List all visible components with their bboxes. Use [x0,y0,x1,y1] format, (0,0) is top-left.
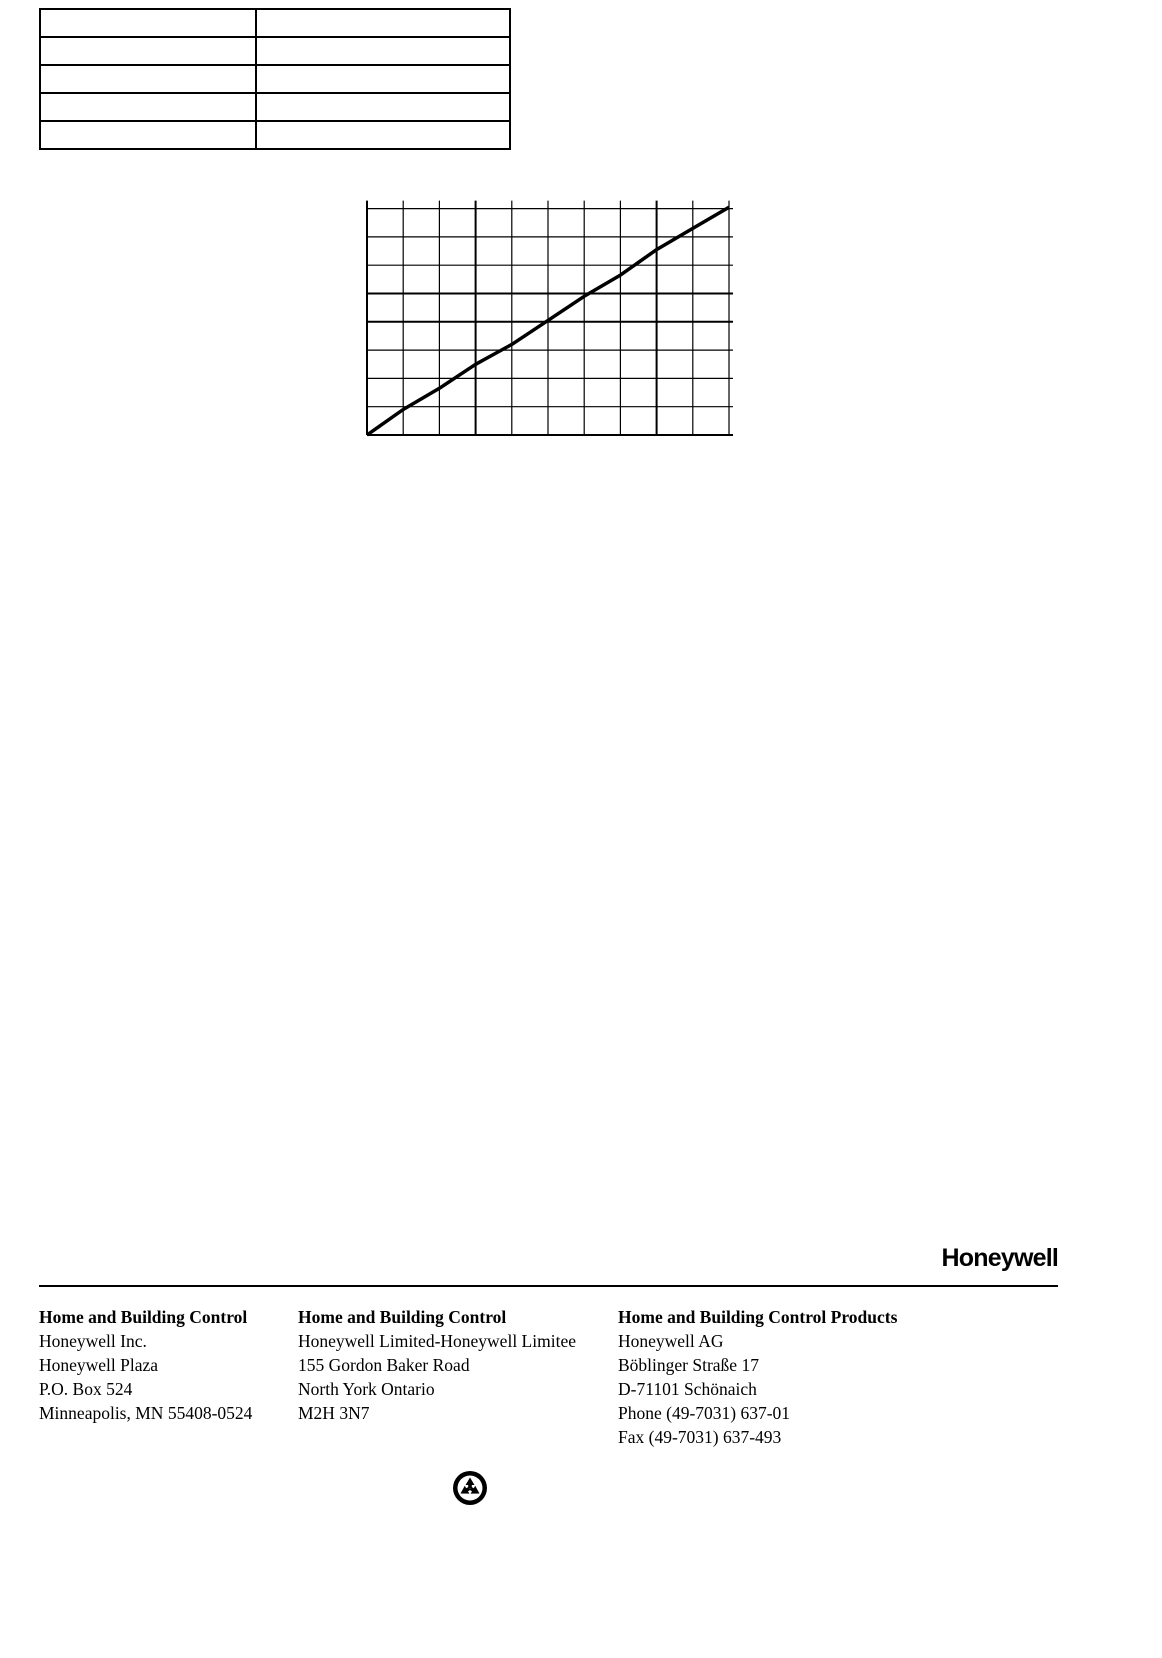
spec-table [39,8,511,150]
table-cell [256,93,510,121]
address-line: Honeywell Inc. [39,1331,147,1351]
address-block-canada [298,1305,576,1425]
table-cell [256,65,510,93]
table-cell [40,9,256,37]
address-line: Phone (49-7031) 637-01 [618,1403,791,1423]
address-heading: Home and Building Control Products [618,1307,898,1327]
address-heading: Home and Building Control [39,1307,248,1327]
address-line: Honeywell Limited-Honeywell Limitee [298,1331,576,1351]
address-line: 155 Gordon Baker Road [298,1355,470,1375]
table-cell [256,9,510,37]
address-block-germany [618,1305,897,1449]
table-cell [256,121,510,149]
table-row [40,121,510,149]
table-cell [40,65,256,93]
table-cell [40,121,256,149]
line-chart [355,200,775,450]
table-row [40,65,510,93]
address-line: Fax (49-7031) 637-493 [618,1427,782,1447]
table-row [40,9,510,37]
table-cell [40,37,256,65]
address-line: Honeywell Plaza [39,1355,159,1375]
address-line: North York Ontario [298,1379,435,1399]
address-line: M2H 3N7 [298,1403,370,1423]
address-line: Böblinger Straße 17 [618,1355,759,1375]
address-block-us [39,1305,252,1425]
address-line: Honeywell AG [618,1331,724,1351]
footer-divider [39,1285,1058,1287]
address-line: D-71101 Schönaich [618,1379,757,1399]
address-heading: Home and Building Control [298,1307,507,1327]
table-row [40,37,510,65]
table-cell [256,37,510,65]
recycle-icon [451,1469,489,1507]
address-line: P.O. Box 524 [39,1379,133,1399]
address-line: Minneapolis, MN 55408-0524 [39,1403,253,1423]
table-row [40,93,510,121]
table-cell [40,93,256,121]
honeywell-logo: Honeywell [941,1244,1058,1272]
